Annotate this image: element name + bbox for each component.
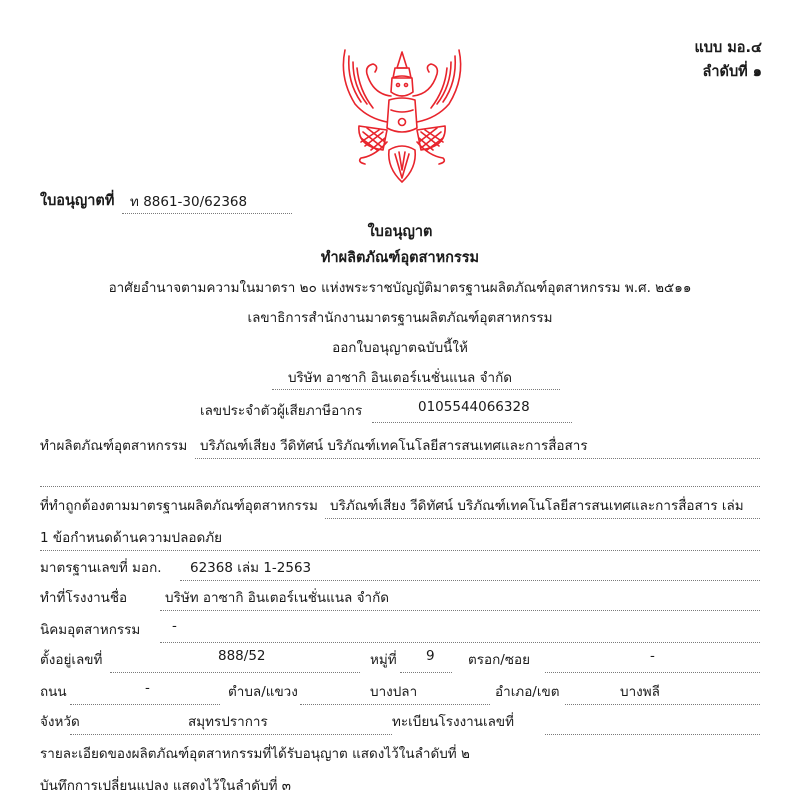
factory-reg-line — [545, 734, 760, 735]
license-no-line — [122, 213, 292, 214]
licensee-line — [272, 389, 560, 390]
soi-line — [545, 672, 760, 673]
garuda-emblem-icon — [337, 38, 467, 186]
tax-id-value: 0105544066328 — [418, 399, 530, 415]
factory-label: ทำที่โรงงานชื่อ — [40, 590, 128, 606]
province-line — [70, 734, 392, 735]
form-sequence: ลำดับที่ ๑ — [702, 64, 762, 80]
product-label: ทำผลิตภัณฑ์อุตสาหกรรม — [40, 438, 188, 454]
standard-compliance-value-2: 1 ข้อกำหนดด้านความปลอดภัย — [40, 530, 223, 546]
factory-reg-label: ทะเบียนโรงงานเลขที่ — [392, 714, 514, 730]
subdistrict-label: ตำบล/แขวง — [228, 684, 298, 700]
product-line-2 — [40, 486, 760, 487]
province-label: จังหวัด — [40, 714, 80, 730]
product-value: บริภัณฑ์เสียง วีดิทัศน์ บริภัณฑ์เทคโนโลยีสารสนเทศและการสื่อสาร — [200, 438, 588, 454]
changes-note: บันทึกการเปลี่ยนแปลง แสดงไว้ในลำดับที่ ๓ — [40, 778, 291, 794]
subdistrict-value: บางปลา — [370, 684, 418, 700]
license-no-label: ใบอนุญาตที่ — [40, 193, 115, 209]
road-value: - — [145, 680, 150, 696]
road-line — [70, 704, 220, 705]
license-no-value: ท 8861-30/62368 — [130, 194, 248, 210]
factory-line — [160, 610, 760, 611]
standard-compliance-label: ที่ทำถูกต้องตามมาตรฐานผลิตภัณฑ์อุตสาหกรรม — [40, 498, 318, 514]
issue-line: ออกใบอนุญาตฉบับนี้ให้ — [332, 340, 468, 356]
document-title: ใบอนุญาต — [367, 224, 433, 240]
house-no-label: ตั้งอยู่เลขที่ — [40, 652, 103, 668]
standard-compliance-line-2 — [40, 550, 760, 551]
soi-label: ตรอก/ซอย — [468, 652, 531, 668]
document-subtitle: ทำผลิตภัณฑ์อุตสาหกรรม — [320, 250, 480, 266]
product-line — [195, 458, 760, 459]
moo-value: 9 — [426, 648, 435, 664]
estate-label: นิคมอุตสาหกรรม — [40, 622, 141, 638]
house-no-line — [110, 672, 360, 673]
estate-line — [160, 642, 760, 643]
factory-value: บริษัท อาซากิ อินเตอร์เนชั่นแนล จำกัด — [165, 590, 390, 606]
standard-compliance-line — [325, 518, 760, 519]
moo-line — [400, 672, 452, 673]
standard-no-value: 62368 เล่ม 1-2563 — [190, 560, 312, 576]
district-value: บางพลี — [620, 684, 660, 700]
road-label: ถนน — [40, 684, 67, 700]
details-note: รายละเอียดของผลิตภัณฑ์อุตสาหกรรมที่ได้รับอนุญาต แสดงไว้ในลำดับที่ ๒ — [40, 746, 470, 762]
issuer-line: เลขาธิการสำนักงานมาตรฐานผลิตภัณฑ์อุตสาหกรรม — [247, 310, 553, 326]
house-no-value: 888/52 — [218, 648, 266, 664]
standard-no-line — [180, 580, 760, 581]
province-value: สมุทรปราการ — [188, 714, 268, 730]
subdistrict-line — [300, 704, 490, 705]
form-code: แบบ มอ.๔ — [694, 40, 762, 56]
tax-id-line — [372, 422, 572, 423]
licensee-name: บริษัท อาซากิ อินเตอร์เนชั่นแนล จำกัด — [287, 370, 513, 386]
estate-value: - — [172, 618, 177, 634]
soi-value: - — [650, 648, 655, 664]
district-label: อำเภอ/เขต — [495, 684, 560, 700]
authority-line: อาศัยอำนาจตามความในมาตรา ๒๐ แห่งพระราชบัญญัติมาตรฐานผลิตภัณฑ์อุตสาหกรรม พ.ศ. ๒๕๑๑ — [108, 280, 692, 296]
district-line — [565, 704, 760, 705]
moo-label: หมู่ที่ — [370, 652, 397, 668]
standard-no-label: มาตรฐานเลขที่ มอก. — [40, 560, 162, 576]
standard-compliance-value-1: บริภัณฑ์เสียง วีดิทัศน์ บริภัณฑ์เทคโนโลยีสารสนเทศและการสื่อสาร เล่ม — [330, 498, 744, 514]
tax-id-label: เลขประจำตัวผู้เสียภาษีอากร — [200, 403, 363, 419]
